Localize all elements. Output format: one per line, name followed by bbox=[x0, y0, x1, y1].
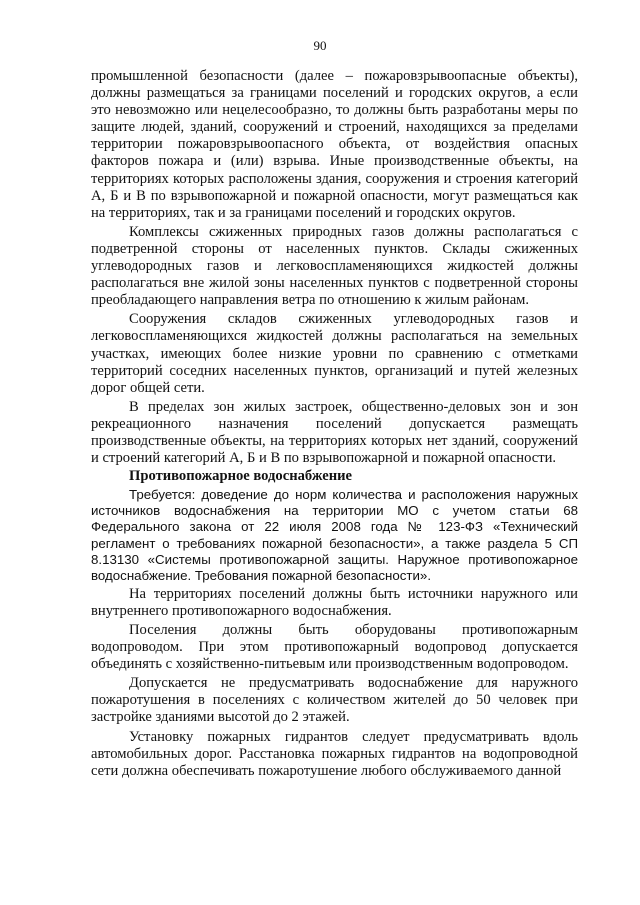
paragraph-fire-water-pipeline: Поселения должны быть оборудованы противопожарным водопроводом. При этом противопожарный водопровод допускается объединять с хозяйственно-питьевым или производственным водопроводом. bbox=[91, 622, 578, 673]
paragraph-fire-hydrants: Установку пожарных гидрантов следует предусматривать вдоль автомобильных дорог. Расстановка пожарных гидрантов на водопроводной сети должна обеспечивать пожаротушение любого обслуживаемого данной bbox=[91, 728, 578, 779]
section-heading: Противопожарное водоснабжение bbox=[129, 468, 353, 485]
paragraph-continuation: промышленной безопасности (далее – пожаровзрывоопасные объекты), должны размещаться за границами поселений и городских округов, а если это невозможно или нецелесообразно, то должны быть разработаны меры по защите людей, зданий, сооружений и строений, находящихся за пределами территории пожаровзрывоопасного объекта, от воздействия опасных факторов пожара и (или) взрыва. Иные производственные объекты, на территориях которых расположены здания, сооружения и строения категорий А, Б и В по взрывопожарной и пожарной опасности, могут размещаться как на территориях, так и за границами поселений и городских округов. bbox=[91, 68, 578, 221]
paragraph-lng-complexes: Комплексы сжиженных природных газов должны располагаться с подветренной стороны от населенных пунктов. Склады сжиженных углеводородных газов и легковоспламеняющихся жидкостей должны располагаться вне жилой зоны населенных пунктов с подветренной стороны преобладающего направления ветра по отношению к жилым районам. bbox=[91, 223, 578, 309]
paragraph-residential-zones: В пределах зон жилых застроек, общественно-деловых зон и зон рекреационного назначения поселений допускается размещать производственные объекты, на территориях которых нет зданий, сооружений и строений категорий А, Б и В по взрывопожарной и пожарной опасности. bbox=[91, 398, 578, 467]
paragraph-warehouse-structures: Сооружения складов сжиженных углеводородных газов и легковоспламеняющихся жидкостей должны располагаться на земельных участках, имеющих более низкие уровни по сравнению с отметками территорий соседних населенных пунктов, организаций и путей железных дорог общей сети. bbox=[91, 311, 578, 396]
page-number: 90 bbox=[313, 38, 327, 53]
paragraph-water-sources: На территориях поселений должны быть источники наружного или внутреннего противопожарного водоснабжения. bbox=[91, 585, 578, 619]
document-body bbox=[91, 68, 578, 780]
paragraph-requirement: Требуется: доведение до норм количества и расположения наружных источников водоснабжения на территории МО с учетом статьи 68 Федерального закона от 22 июля 2008 года № 123-ФЗ «Технический регламент о требованиях пожарной безопасности», а также раздела 5 СП 8.13130 «Системы противопожарной защиты. Наружное противопожарное водоснабжение. Требования пожарной безопасности». bbox=[91, 487, 578, 583]
paragraph-small-settlements: Допускается не предусматривать водоснабжение для наружного пожаротушения в поселениях с количеством жителей до 50 человек при застройке зданиями высотой до 2 этажей. bbox=[91, 675, 578, 726]
